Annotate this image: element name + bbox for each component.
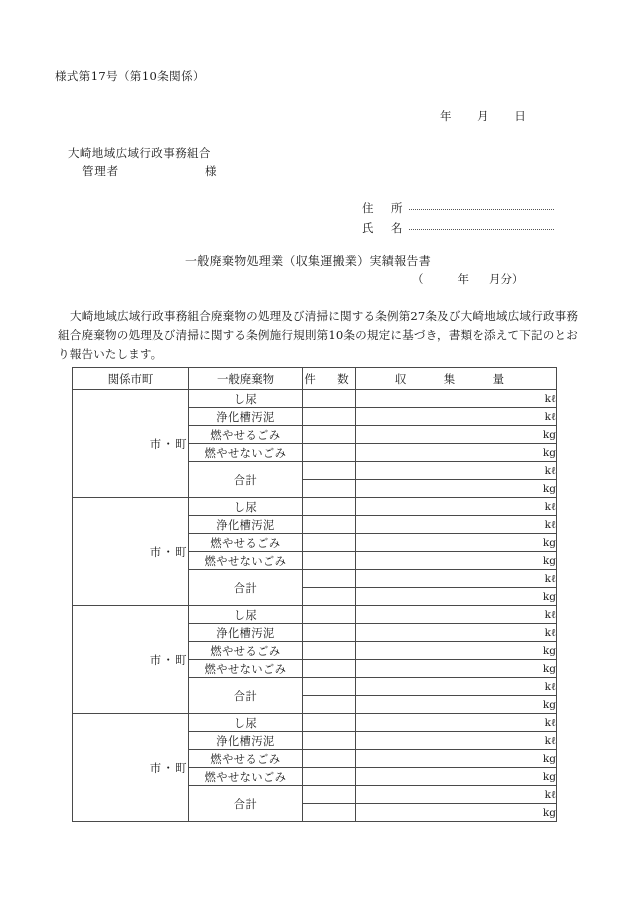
cell-count-input[interactable] xyxy=(303,732,356,750)
table-row xyxy=(73,390,557,408)
cell-waste-type: 燃やせないごみ xyxy=(189,444,303,462)
addressee-role: 管理者 xyxy=(82,164,119,178)
cell-total-count-input[interactable] xyxy=(303,480,356,498)
date-year-label: 年 xyxy=(440,109,452,123)
address-field[interactable] xyxy=(362,200,554,216)
cell-amount-input[interactable]: kg xyxy=(356,768,557,786)
cell-waste-type: 浄化槽汚泥 xyxy=(189,408,303,426)
cell-count-input[interactable] xyxy=(303,660,356,678)
cell-count-input[interactable] xyxy=(303,714,356,732)
cell-city-label: 市・町 xyxy=(73,606,189,714)
document-title: 一般廃棄物処理業（収集運搬業）実績報告書 xyxy=(185,254,432,268)
cell-amount-input[interactable]: kℓ xyxy=(356,624,557,642)
cell-amount-input[interactable]: kℓ xyxy=(356,714,557,732)
table-row xyxy=(73,606,557,624)
header-amount: 収 集 量 xyxy=(356,368,557,390)
cell-total-amount-input[interactable]: kℓ xyxy=(356,786,557,804)
cell-waste-type: 燃やせるごみ xyxy=(189,426,303,444)
cell-city-label: 市・町 xyxy=(73,714,189,822)
cell-amount-input[interactable]: kg xyxy=(356,660,557,678)
cell-waste-type: し尿 xyxy=(189,390,303,408)
cell-amount-input[interactable]: kℓ xyxy=(356,606,557,624)
cell-waste-type: 燃やせないごみ xyxy=(189,660,303,678)
cell-count-input[interactable] xyxy=(303,444,356,462)
date-month-label: 月 xyxy=(477,109,489,123)
cell-count-input[interactable] xyxy=(303,408,356,426)
table-body xyxy=(73,390,557,822)
cell-waste-type: し尿 xyxy=(189,498,303,516)
cell-waste-type: 燃やせるごみ xyxy=(189,750,303,768)
cell-city-label: 市・町 xyxy=(73,390,189,498)
cell-amount-input[interactable]: kℓ xyxy=(356,498,557,516)
cell-total-amount-input[interactable]: kg xyxy=(356,588,557,606)
table-header-row xyxy=(73,368,557,390)
header-city: 関係市町 xyxy=(73,368,189,390)
cell-amount-input[interactable]: kℓ xyxy=(356,732,557,750)
cell-waste-type: 燃やせないごみ xyxy=(189,552,303,570)
form-number: 様式第17号（第10条関係） xyxy=(55,69,205,83)
cell-count-input[interactable] xyxy=(303,426,356,444)
cell-waste-type: 燃やせないごみ xyxy=(189,768,303,786)
subtitle-year-label: 年 xyxy=(457,272,469,286)
cell-count-input[interactable] xyxy=(303,516,356,534)
cell-count-input[interactable] xyxy=(303,534,356,552)
cell-count-input[interactable] xyxy=(303,606,356,624)
cell-total-count-input[interactable] xyxy=(303,462,356,480)
date-day-label: 日 xyxy=(514,109,526,123)
cell-total-count-input[interactable] xyxy=(303,786,356,804)
cell-total-count-input[interactable] xyxy=(303,696,356,714)
table-row xyxy=(73,714,557,732)
addressee-organization: 大崎地域広域行政事務組合 xyxy=(68,146,211,160)
cell-city-label: 市・町 xyxy=(73,498,189,606)
subtitle-month-label: 月分） xyxy=(489,272,524,286)
name-field-label: 氏 名 xyxy=(362,221,406,235)
cell-amount-input[interactable]: kg xyxy=(356,642,557,660)
addressee-honorific: 様 xyxy=(205,164,217,178)
subtitle-open-paren: （ xyxy=(412,272,424,286)
cell-total-amount-input[interactable]: kg xyxy=(356,696,557,714)
cell-amount-input[interactable]: kℓ xyxy=(356,408,557,426)
cell-total-amount-input[interactable]: kg xyxy=(356,804,557,822)
cell-total-amount-input[interactable]: kℓ xyxy=(356,462,557,480)
cell-count-input[interactable] xyxy=(303,552,356,570)
cell-total-label: 合計 xyxy=(189,462,303,498)
cell-total-amount-input[interactable]: kℓ xyxy=(356,570,557,588)
cell-waste-type: 燃やせるごみ xyxy=(189,534,303,552)
cell-amount-input[interactable]: kg xyxy=(356,552,557,570)
header-waste: 一般廃棄物 xyxy=(189,368,303,390)
cell-total-label: 合計 xyxy=(189,786,303,822)
cell-amount-input[interactable]: kg xyxy=(356,426,557,444)
cell-waste-type: し尿 xyxy=(189,714,303,732)
cell-amount-input[interactable]: kℓ xyxy=(356,390,557,408)
cell-amount-input[interactable]: kℓ xyxy=(356,516,557,534)
report-table xyxy=(72,367,557,822)
name-field-line xyxy=(409,228,555,230)
cell-count-input[interactable] xyxy=(303,498,356,516)
address-field-line xyxy=(409,208,555,210)
document-subtitle xyxy=(412,271,524,287)
cell-waste-type: 浄化槽汚泥 xyxy=(189,732,303,750)
cell-count-input[interactable] xyxy=(303,750,356,768)
table-row xyxy=(73,498,557,516)
date-line xyxy=(440,108,526,124)
cell-waste-type: 浄化槽汚泥 xyxy=(189,516,303,534)
cell-total-amount-input[interactable]: kg xyxy=(356,480,557,498)
cell-total-label: 合計 xyxy=(189,570,303,606)
cell-total-count-input[interactable] xyxy=(303,570,356,588)
cell-count-input[interactable] xyxy=(303,390,356,408)
cell-total-count-input[interactable] xyxy=(303,588,356,606)
cell-waste-type: 燃やせるごみ xyxy=(189,642,303,660)
body-paragraph: 大崎地域広域行政事務組合廃棄物の処理及び清掃に関する条例第27条及び大崎地域広域行政事務組合廃棄物の処理及び清掃に関する条例施行規則第10条の規定に基づき，書類を添えて下記のとおり報告いたします。 xyxy=(58,309,578,361)
cell-total-count-input[interactable] xyxy=(303,678,356,696)
cell-count-input[interactable] xyxy=(303,624,356,642)
cell-count-input[interactable] xyxy=(303,768,356,786)
cell-amount-input[interactable]: kg xyxy=(356,444,557,462)
cell-amount-input[interactable]: kg xyxy=(356,750,557,768)
address-field-label: 住 所 xyxy=(362,201,406,215)
header-count: 件 数 xyxy=(303,368,356,390)
cell-waste-type: し尿 xyxy=(189,606,303,624)
cell-total-label: 合計 xyxy=(189,678,303,714)
cell-waste-type: 浄化槽汚泥 xyxy=(189,624,303,642)
name-field[interactable] xyxy=(362,220,554,236)
cell-amount-input[interactable]: kg xyxy=(356,534,557,552)
cell-count-input[interactable] xyxy=(303,642,356,660)
cell-total-count-input[interactable] xyxy=(303,804,356,822)
cell-total-amount-input[interactable]: kℓ xyxy=(356,678,557,696)
